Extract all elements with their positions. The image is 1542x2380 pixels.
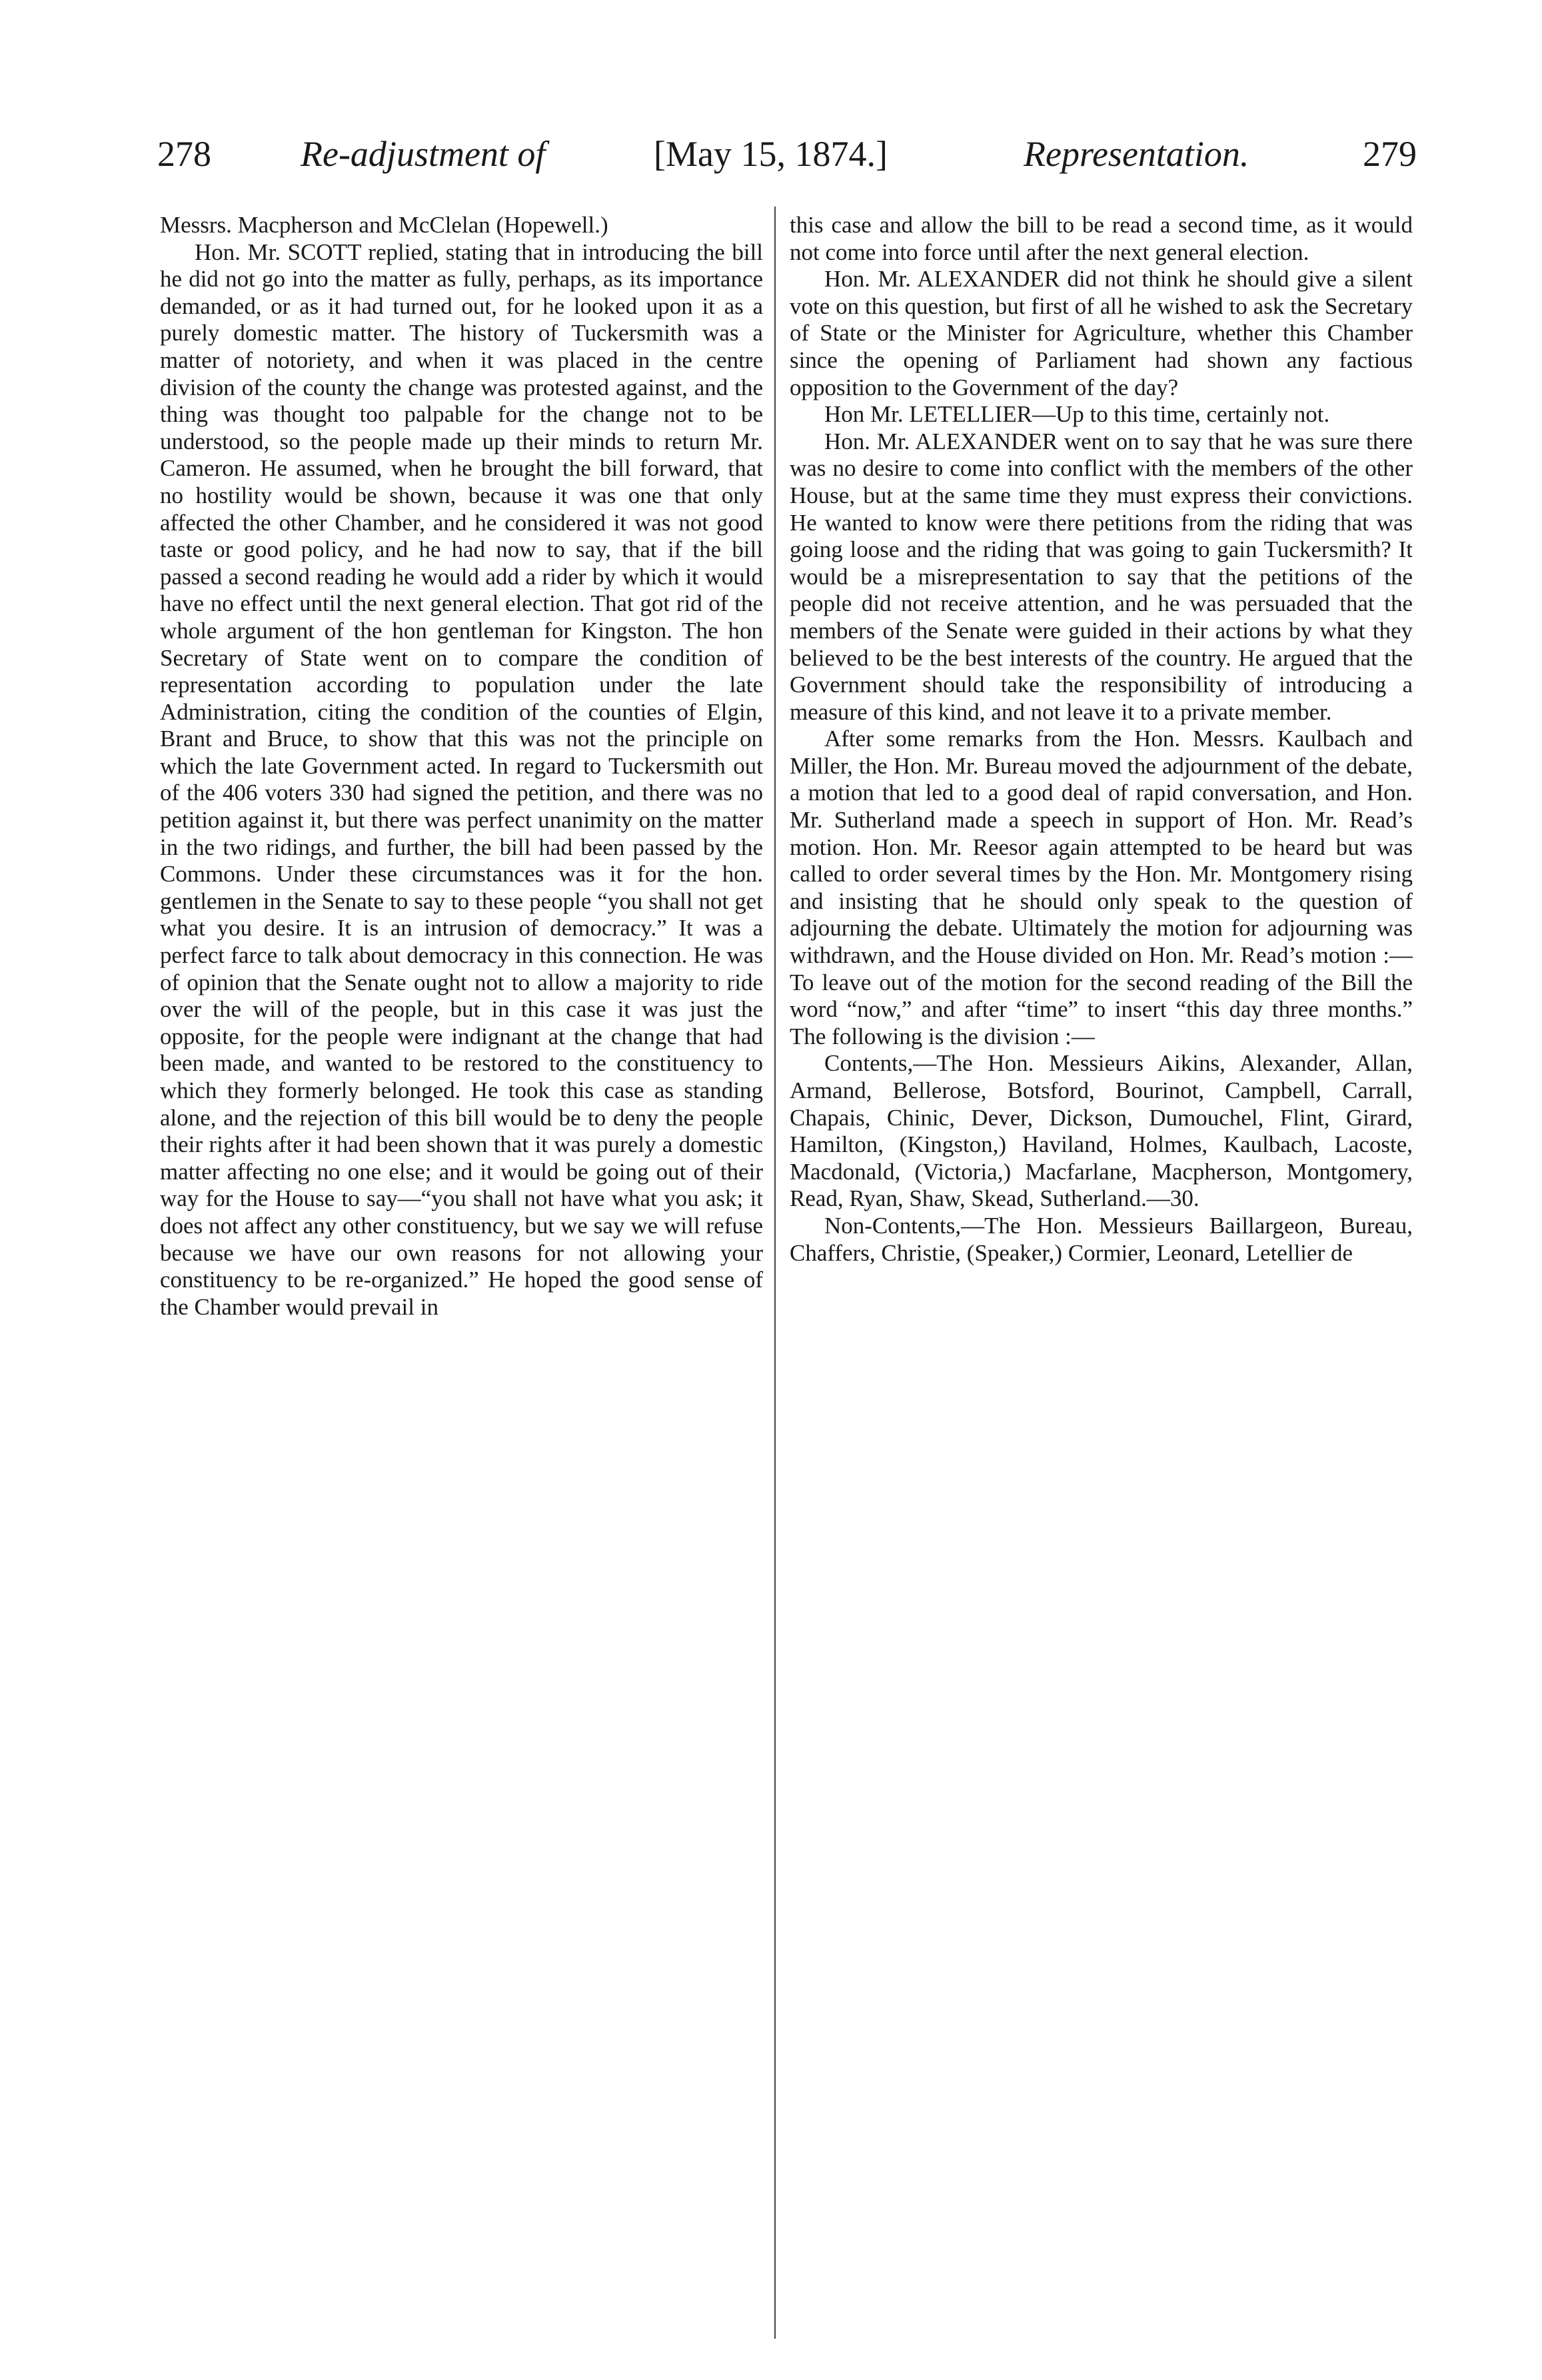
paragraph: Hon. Mr. ALEXANDER went on to say that he was sure there was no desire to come into conflict with the members of the other House, but at the same time they must express their convictions. He wanted to know were there petitions from the riding that was going loose and the riding that was going to gain Tuckersmith? It would be a misrepresentation to say that the petitions of the people did not receive attention, and he was persuaded that the members of the Senate were guided in their actions by what they believed to be the best interests of the country. He argued that the Government should take the responsibility of introducing a measure of this kind, and not leave it to a private member. — [790, 428, 1413, 725]
paragraph: Hon. Mr. SCOTT replied, stating that in introducing the bill he did not go into the matter as fully, perhaps, as its importance demanded, or as it had turned out, for he looked upon it as a purely domestic matter. The history of Tuckersmith was a matter of notoriety, and when it was placed in the centre division of the county the change was protested against, and the thing was thought too palpable for the change not to be understood, so the people made up their minds to return Mr. Cameron. He assumed, when he brought the bill forward, that no hostility would be shown, because it was one that only affected the other Chamber, and he considered it was not good taste or good policy, and he had now to say, that if the bill passed a second reading he would add a rider by which it would have no effect until the next general election. That got rid of the whole argument of the hon gentleman for Kingston. The hon Secretary of State went on to compare the condition of representation according to population under the late Administration, citing the condition of the counties of Elgin, Brant and Bruce, to show that this was not the principle on which the late Government acted. In regard to Tuckersmith out of the 406 voters 330 had signed the petition, and there was no petition against it, but there was perfect unanimity on the matter in the two ridings, and further, the bill had been passed by the Commons. Under these circumstances was it for the hon. gentlemen in the Senate to say to these people “you shall not get what you desire. It is an intrusion of democracy.” It was a perfect farce to talk about democracy in this connection. He was of opinion that the Senate ought not to allow a majority to ride over the will of the people, but in this case it was just the opposite, for the people were indignant at the change that had been made, and wanted to be restored to the constituency to which they formerly belonged. He took this case as standing alone, and the rejection of this bill would be to deny the people their rights after it had been shown that it was purely a domestic matter affecting no one else; and it would be going out of their way for the House to say—“you shall not have what you ask; it does not affect any other constituency, but we say we will refuse because we have our own reasons for not allowing your constituency to be re-organized.” He hoped the good sense of the Chamber would prevail in — [160, 239, 763, 1320]
running-title-left: Re-adjustment of — [301, 134, 546, 174]
paragraph: this case and allow the bill to be read a second time, as it would not come into force until after the next general election. — [790, 212, 1413, 265]
page-number-right: 279 — [1363, 134, 1417, 174]
running-title-right: Representation. — [1024, 134, 1249, 174]
paragraph: After some remarks from the Hon. Messrs. Kaulbach and Miller, the Hon. Mr. Bureau moved the adjournment of the debate, a motion that led to a good deal of rapid conversation, and Hon. Mr. Sutherland made a speech in support of Hon. Mr. Read’s motion. Hon. Mr. Reesor again attempted to be heard but was called to order several times by the Hon. Mr. Montgomery rising and insisting that he should only speak to the question of adjourning the debate. Ultimately the motion for adjourning was withdrawn, and the House divided on Hon. Mr. Read’s motion :—To leave out of the motion for the second reading of the Bill the word “now,” and after “time” to insert “this day three months.” The following is the division :— — [790, 726, 1413, 1049]
column-divider — [774, 207, 776, 2339]
paragraph: Hon Mr. LETELLIER—Up to this time, certainly not. — [824, 401, 1330, 428]
header-date: [May 15, 1874.] — [654, 134, 888, 174]
running-header — [157, 127, 1417, 187]
division-list-non-contents: Non-Contents,—The Hon. Messieurs Baillargeon, Bureau, Chaffers, Christie, (Speaker,) Cormier, Leonard, Letellier de — [790, 1212, 1413, 1266]
left-column — [160, 212, 763, 2304]
paragraph: Messrs. Macpherson and McClelan (Hopewell.) — [160, 212, 608, 238]
page-number-left: 278 — [157, 134, 211, 174]
paragraph: Hon. Mr. ALEXANDER did not think he should give a silent vote on this question, but first of all he wished to ask the Secretary of State or the Minister for Agriculture, whether this Chamber since the opening of Parliament had shown any factious opposition to the Government of the day? — [790, 266, 1413, 400]
division-list-contents: Contents,—The Hon. Messieurs Aikins, Alexander, Allan, Armand, Bellerose, Botsford, Bourinot, Campbell, Carrall, Chapais, Chinic, Dever, Dickson, Dumouchel, Flint, Girard, Hamilton, (Kingston,) Haviland, Holmes, Kaulbach, Lacoste, Macdonald, (Victoria,) Macfarlane, Macpherson, Montgomery, Read, Ryan, Shaw, Skead, Sutherland.—30. — [790, 1050, 1413, 1212]
right-column — [790, 212, 1413, 2304]
